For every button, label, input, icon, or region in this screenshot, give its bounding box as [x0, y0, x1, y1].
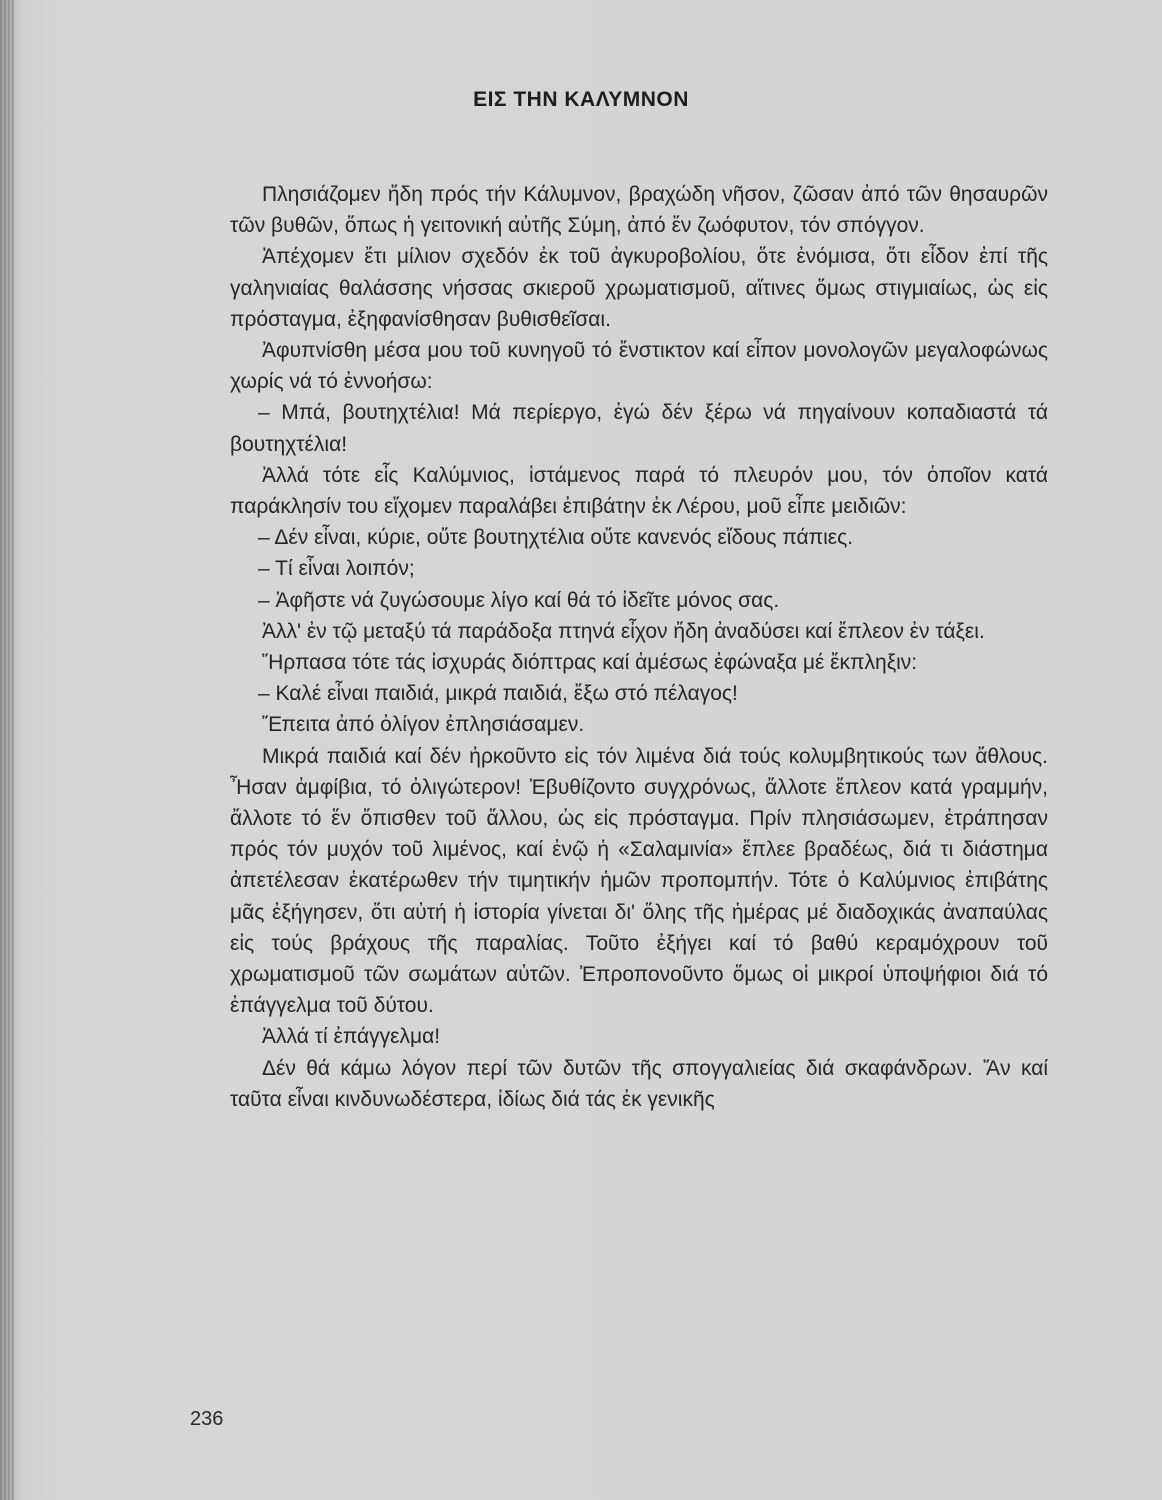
paragraph: Ἥρπασα τότε τάς ἰσχυράς διόπτρας καί ἀμέσως ἐφώναξα μέ ἔκπληξιν:: [262, 651, 918, 675]
paragraph: Ἀφυπνίσθη μέσα μου τοῦ κυνηγοῦ τό ἔνστικτον καί εἶπον μονολογῶν μεγαλοφώνως χωρίς νά τό ἐννοήσω:: [230, 339, 1048, 394]
page-number: 236: [190, 1408, 224, 1430]
dialogue-line: – Ἀφῆστε νά ζυγώσουμε λίγο καί θά τό ἰδεῖτε μόνος σας.: [258, 588, 780, 612]
paragraph: Ἔπειτα ἀπό ὀλίγον ἐπλησιάσαμεν.: [262, 713, 585, 737]
paragraph: Δέν θά κάμω λόγον περί τῶν δυτῶν τῆς σπογγαλιείας διά σκαφάνδρων. Ἄν καί ταῦτα εἶναι κινδυνωδέστερα, ἰδίως διά τάς ἐκ γενικῆς: [230, 1056, 1048, 1111]
page-stack-edge: [0, 0, 14, 1500]
paragraph: Ἀπέχομεν ἔτι μίλιον σχεδόν ἐκ τοῦ ἀγκυροβολίου, ὅτε ἐνόμισα, ὅτι εἶδον ἐπί τῆς γαληνιαίας θαλάσσης νήσσας σκιεροῦ χρωματισμοῦ, αἵτινες ὅμως στιγμιαίως, ὡς εἰς πρόσταγμα, ἐξηφανίσθησαν βυθισθεῖσαι.: [230, 245, 1048, 331]
chapter-title: ΕΙΣ ΤΗΝ ΚΑΛΥΜΝΟΝ: [473, 88, 689, 111]
paragraph: Ἀλλά τότε εἷς Καλύμνιος, ἱστάμενος παρά τό πλευρόν μου, τόν ὁποῖον κατά παράκλησίν του εἴχομεν παραλάβει ἐπιβάτην ἐκ Λέρου, μοῦ εἶπε μειδιῶν:: [230, 463, 1048, 519]
dialogue-line: – Μπά, βουτηχτέλια! Μά περίεργο, ἐγώ δέν ξέρω νά πηγαίνουν κοπαδιαστά τά βουτηχτέλια!: [230, 401, 1048, 456]
paragraph: Πλησιάζομεν ἤδη πρός τήν Κάλυμνον, βραχώδη νῆσον, ζῶσαν ἀπό τῶν θησαυρῶν τῶν βυθῶν, ὅπως ἡ γειτονική αὐτῆς Σύμη, ἀπό ἕν ζωόφυτον, τόν σπόγγον.: [230, 183, 1048, 238]
dialogue-line: – Δέν εἶναι, κύριε, οὔτε βουτηχτέλια οὔτε κανενός εἴδους πάπιες.: [258, 526, 854, 550]
paragraph: Ἀλλ' ἐν τῷ μεταξύ τά παράδοξα πτηνά εἶχον ἤδη ἀναδύσει καί ἔπλεον ἐν τάξει.: [262, 619, 985, 643]
paragraph: Μικρά παιδιά καί δέν ἠρκοῦντο εἰς τόν λιμένα διά τούς κολυμβητικούς των ἄθλους. Ἦσαν ἀμφίβια, τό ὀλιγώτερον! Ἐβυθίζοντο συγχρόνως, ἄλλοτε ἔπλεον κατά γραμμήν, ἄλλοτε τό ἕν ὄπισθεν τοῦ ἄλλου, ὡς εἰς πρόσταγμα. Πρίν πλησιάσωμεν, ἐτράπησαν πρός τόν μυχόν τοῦ λιμένος, καί ἐνῷ ἡ «Σαλαμινία» ἔπλεε βραδέως, διά τι διάστημα ἀπετέλεσαν ἑκατέρωθεν τήν τιμητικήν ἡμῶν προπομπήν. Τότε ὁ Καλύμνιος ἐπιβάτης μᾶς ἐξήγησεν, ὅτι αὐτή ἡ ἱστορία γίνεται δι' ὅλης τῆς ἡμέρας μέ διαδοχικάς ἀναπαύλας εἰς τούς βράχους τῆς παραλίας. Τοῦτο ἐξήγει καί τό βαθύ κεραμόχρουν τοῦ χρωματισμοῦ τῶν σωμάτων αὐτῶν. Ἐπροπονοῦντο ὅμως οἱ μικροί ὑποψήφιοι διά τό ἐπάγγελμα τοῦ δύτου.: [230, 744, 1048, 1018]
dialogue-line: – Τί εἶναι λοιπόν;: [258, 557, 415, 581]
paragraph: Ἀλλά τί ἐπάγγελμα!: [262, 1025, 441, 1049]
dialogue-line: – Καλέ εἶναι παιδιά, μικρά παιδιά, ἔξω στό πέλαγος!: [258, 682, 738, 706]
body-text: [230, 179, 1048, 1115]
